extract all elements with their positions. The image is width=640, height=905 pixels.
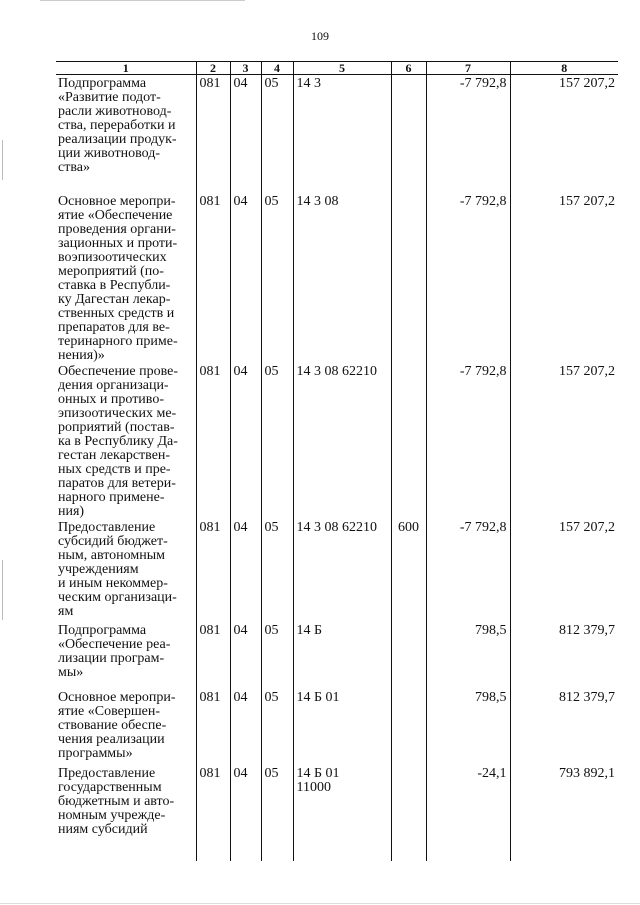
bottom-scan-rule bbox=[0, 903, 640, 904]
table-row bbox=[56, 622, 618, 689]
row-vr bbox=[391, 622, 426, 689]
table-row bbox=[56, 75, 618, 193]
row-name: Подпрограмма «Обеспечение реа- лизации програм- мы» bbox=[58, 622, 171, 680]
row-rz: 04 bbox=[230, 363, 261, 519]
row-rz: 04 bbox=[230, 622, 261, 689]
row-total: 157 207,2 bbox=[510, 75, 618, 193]
row-pr: 05 bbox=[261, 193, 293, 363]
row-change: -7 792,8 bbox=[426, 519, 510, 622]
row-vr bbox=[391, 75, 426, 193]
row-name: Основное меропри- ятие «Обеспечение проведения органи- зационных и проти- воэпизоотических мероприятий (по- ставка в Республи- ку Дагестан лекар- ственных средств и препаратов для ве- теринарного приме- нения)» bbox=[58, 193, 178, 363]
row-change: -24,1 bbox=[426, 765, 510, 861]
row-name: Основное меропри- ятие «Совершен- ствование обеспе- чения реализации программы» bbox=[58, 689, 176, 761]
row-vr bbox=[391, 193, 426, 363]
row-gr: 081 bbox=[196, 689, 230, 765]
row-pr: 05 bbox=[261, 363, 293, 519]
header-col-2: 2 bbox=[196, 62, 230, 75]
header-col-4: 4 bbox=[261, 62, 293, 75]
row-pr: 05 bbox=[261, 622, 293, 689]
header-col-6: 6 bbox=[391, 62, 426, 75]
row-gr: 081 bbox=[196, 622, 230, 689]
header-col-5: 5 bbox=[293, 62, 391, 75]
row-gr: 081 bbox=[196, 519, 230, 622]
row-csr: 14 Б bbox=[293, 622, 391, 689]
row-gr: 081 bbox=[196, 765, 230, 861]
table-row bbox=[56, 363, 618, 519]
header-col-1: 1 bbox=[56, 62, 196, 75]
margin-mark bbox=[2, 560, 3, 620]
table-row bbox=[56, 519, 618, 622]
row-pr: 05 bbox=[261, 689, 293, 765]
row-total: 157 207,2 bbox=[510, 193, 618, 363]
row-vr bbox=[391, 363, 426, 519]
row-change: -7 792,8 bbox=[426, 363, 510, 519]
row-name: Подпрограмма «Развитие подот- расли животновод- ства, переработки и реализации продук- ции животновод- ства» bbox=[58, 76, 177, 175]
budget-table bbox=[56, 61, 618, 861]
row-name: Предоставление субсидий бюджет- ным, автономным учреждениям и иным некоммер- ческим организаци- ям bbox=[58, 519, 177, 619]
row-change: 798,5 bbox=[426, 622, 510, 689]
row-rz: 04 bbox=[230, 193, 261, 363]
row-total: 793 892,1 bbox=[510, 765, 618, 861]
row-rz: 04 bbox=[230, 75, 261, 193]
table-row bbox=[56, 689, 618, 765]
row-csr: 14 3 08 bbox=[293, 193, 391, 363]
row-gr: 081 bbox=[196, 75, 230, 193]
row-name: Обеспечение прове- дения организаци- онных и противо- эпизоотических ме- роприятий (постав- ка в Республику Да- гестан лекарствен- ных средств и пре- паратов для ветери- нарного примене- ния) bbox=[58, 363, 179, 519]
row-rz: 04 bbox=[230, 519, 261, 622]
table-row bbox=[56, 193, 618, 363]
page-number: 109 bbox=[311, 29, 329, 43]
row-csr: 14 Б 01 bbox=[293, 689, 391, 765]
row-total: 157 207,2 bbox=[510, 519, 618, 622]
row-name: Предоставление государственным бюджетным и авто- номным учрежде- ниям субсидий bbox=[58, 765, 175, 837]
header-col-7: 7 bbox=[426, 62, 510, 75]
row-pr: 05 bbox=[261, 765, 293, 861]
row-rz: 04 bbox=[230, 689, 261, 765]
row-vr bbox=[391, 765, 426, 861]
row-gr: 081 bbox=[196, 363, 230, 519]
row-rz: 04 bbox=[230, 765, 261, 861]
row-vr bbox=[391, 689, 426, 765]
row-csr: 14 3 08 62210 bbox=[293, 363, 391, 519]
row-csr: 14 Б 01 11000 bbox=[293, 765, 391, 861]
row-change: -7 792,8 bbox=[426, 193, 510, 363]
row-total: 812 379,7 bbox=[510, 622, 618, 689]
row-total: 157 207,2 bbox=[510, 363, 618, 519]
row-pr: 05 bbox=[261, 519, 293, 622]
row-pr: 05 bbox=[261, 75, 293, 193]
row-total: 812 379,7 bbox=[510, 689, 618, 765]
row-change: 798,5 bbox=[426, 689, 510, 765]
row-vr: 600 bbox=[391, 519, 426, 622]
header-col-3: 3 bbox=[230, 62, 261, 75]
row-csr: 14 3 bbox=[293, 75, 391, 193]
header-row bbox=[56, 62, 618, 75]
header-col-8: 8 bbox=[510, 62, 618, 75]
row-csr: 14 3 08 62210 bbox=[293, 519, 391, 622]
row-change: -7 792,8 bbox=[426, 75, 510, 193]
top-scan-rule bbox=[40, 0, 245, 1]
row-gr: 081 bbox=[196, 193, 230, 363]
table-row bbox=[56, 765, 618, 861]
margin-mark bbox=[2, 140, 3, 180]
